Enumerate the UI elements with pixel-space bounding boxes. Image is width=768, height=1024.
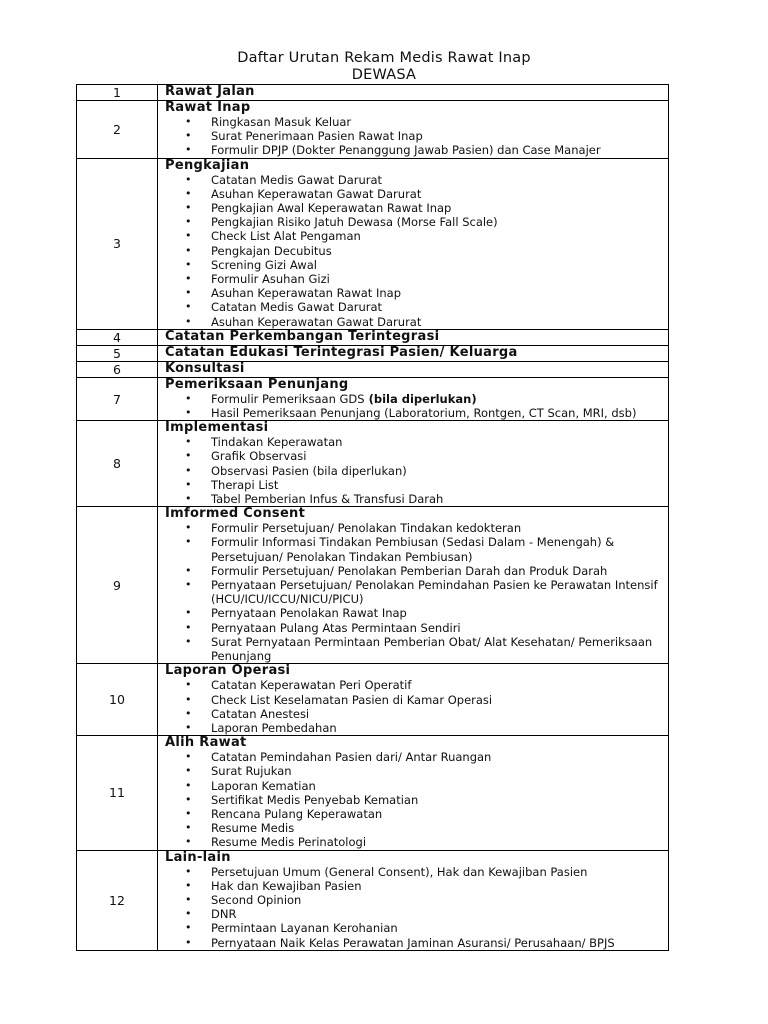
section-heading: Lain-lain: [165, 849, 231, 865]
row-number: 5: [77, 345, 158, 361]
list-item: [165, 693, 664, 707]
list-item: [165, 435, 664, 449]
list-item-text: Observasi Pasien (bila diperlukan): [211, 463, 407, 478]
row-number: 6: [77, 361, 158, 377]
bullet-icon: •: [185, 272, 192, 286]
row-number: 9: [77, 507, 158, 664]
section-heading: Pemeriksaan Penunjang: [165, 376, 349, 392]
list-item-text: Catatan Anestesi: [211, 706, 310, 721]
row-content: [158, 377, 669, 420]
list-item: [165, 115, 664, 129]
section-heading: Rawat Jalan: [165, 84, 255, 99]
list-item-text: Grafik Observasi: [211, 449, 307, 464]
row-content: [158, 361, 669, 377]
list-item: [165, 173, 664, 187]
table-row: [77, 664, 669, 736]
list-item: [165, 535, 664, 563]
list-item: [165, 865, 664, 879]
row-content: [158, 421, 669, 507]
list-item-text: Asuhan Keperawatan Gawat Darurat: [211, 186, 422, 201]
list-item-text: Laporan Pembedahan: [211, 720, 337, 735]
list-item-text: Formulir Informasi Tindakan Pembiusan (Sedasi Dalam - Menengah) & Persetujuan/ Penolakan Tindakan Pembiusan): [211, 535, 615, 564]
list-item: [165, 392, 664, 406]
list-item-text: Check List Alat Pengaman: [211, 229, 361, 244]
list-item-text: Ringkasan Masuk Keluar: [211, 115, 352, 129]
row-content: [158, 850, 669, 950]
item-list: [165, 392, 664, 420]
list-item: [165, 606, 664, 620]
list-item: [165, 229, 664, 243]
bullet-icon: •: [185, 406, 192, 420]
title-line-2: DEWASA: [351, 67, 417, 83]
item-list: [165, 865, 664, 950]
list-item-text: Formulir Asuhan Gizi: [211, 272, 330, 287]
list-item: [165, 635, 664, 663]
list-item: [165, 244, 664, 258]
bullet-icon: •: [185, 521, 192, 535]
list-item: [165, 215, 664, 229]
bullet-icon: •: [185, 243, 192, 257]
table-row: [77, 158, 669, 329]
section-heading: Imformed Consent: [165, 506, 306, 522]
title-line-1: Daftar Urutan Rekam Medis Rawat Inap: [237, 50, 531, 66]
row-content: [158, 345, 669, 361]
list-item-text: Rencana Pulang Keperawatan: [211, 806, 383, 821]
list-item: [165, 258, 664, 272]
list-item-text: Resume Medis Perinatologi: [211, 835, 367, 850]
table-row: [77, 361, 669, 377]
bullet-icon: •: [185, 578, 192, 592]
bullet-icon: •: [185, 634, 192, 648]
section-heading: Rawat Inap: [165, 100, 251, 115]
list-item-text: Hasil Pemeriksaan Penunjang (Laboratorium, Rontgen, CT Scan, MRI, dsb): [211, 406, 637, 421]
list-item: [165, 893, 664, 907]
list-item: [165, 201, 664, 215]
list-item: [165, 478, 664, 492]
bullet-icon: •: [185, 921, 192, 935]
table-body: [77, 85, 669, 951]
list-item-text: Sertifikat Medis Penyebab Kematian: [211, 792, 419, 807]
list-item-text: Formulir Persetujuan/ Penolakan Pemberian Darah dan Produk Darah: [211, 563, 608, 578]
bullet-icon: •: [185, 477, 192, 491]
bullet-icon: •: [185, 463, 192, 477]
list-item-text: Catatan Medis Gawat Darurat: [211, 300, 383, 315]
list-item-text: Permintaan Layanan Kerohanian: [211, 921, 398, 936]
list-item: [165, 835, 664, 849]
bullet-icon: •: [185, 806, 192, 820]
bullet-icon: •: [185, 778, 192, 792]
row-number: 10: [77, 664, 158, 736]
list-item: [165, 300, 664, 314]
list-item: [165, 678, 664, 692]
bullet-icon: •: [185, 186, 192, 200]
row-content: [158, 664, 669, 736]
table-row: [77, 85, 669, 101]
list-item: [165, 721, 664, 735]
bullet-icon: •: [185, 257, 192, 271]
bullet-icon: •: [185, 563, 192, 577]
section-heading: Catatan Edukasi Terintegrasi Pasien/ Keluarga: [165, 344, 518, 360]
list-item: [165, 750, 664, 764]
list-item-text: Catatan Pemindahan Pasien dari/ Antar Ruangan: [211, 750, 492, 765]
list-item-text: Pernyataan Naik Kelas Perawatan Jaminan Asuransi/ Perusahaan/ BPJS: [211, 935, 615, 950]
list-item: [165, 187, 664, 201]
list-item-text: Persetujuan Umum (General Consent), Hak dan Kewajiban Pasien: [211, 864, 588, 879]
optional-note: (bila diperlukan): [364, 391, 477, 406]
row-content: [158, 329, 669, 345]
list-item-text: Hak dan Kewajiban Pasien: [211, 878, 362, 893]
list-item: [165, 143, 664, 157]
bullet-icon: •: [185, 878, 192, 892]
row-content: [158, 507, 669, 664]
bullet-icon: •: [185, 172, 192, 186]
bullet-icon: •: [185, 286, 192, 300]
list-item-text: Second Opinion: [211, 892, 302, 907]
list-item-text: Tindakan Keperawatan: [211, 435, 343, 450]
list-item-text: Catatan Keperawatan Peri Operatif: [211, 678, 412, 693]
bullet-icon: •: [185, 215, 192, 229]
section-heading: Konsultasi: [165, 360, 245, 376]
bullet-icon: •: [185, 935, 192, 949]
table-row: [77, 421, 669, 507]
bullet-icon: •: [185, 764, 192, 778]
list-item-text: Pengkajan Decubitus: [211, 243, 332, 258]
list-item-text: Pernyataan Persetujuan/ Penolakan Pemindahan Pasien ke Perawatan Intensif (HCU/ICU/ICCU/NICU/PICU): [211, 578, 658, 607]
list-item-text: Asuhan Keperawatan Rawat Inap: [211, 286, 402, 301]
list-item-text: Screning Gizi Awal: [211, 257, 317, 272]
list-item: [165, 921, 664, 935]
bullet-icon: •: [185, 692, 192, 706]
list-item-text: Check List Keselamatan Pasien di Kamar Operasi: [211, 692, 493, 707]
list-item: [165, 521, 664, 535]
list-item: [165, 907, 664, 921]
bullet-icon: •: [185, 620, 192, 634]
bullet-icon: •: [185, 720, 192, 734]
table-row: [77, 345, 669, 361]
item-list: [165, 678, 664, 735]
document-title: [0, 50, 768, 84]
bullet-icon: •: [185, 835, 192, 849]
list-item-text: Formulir Persetujuan/ Penolakan Tindakan kedokteran: [211, 521, 522, 536]
bullet-icon: •: [185, 892, 192, 906]
row-content: [158, 101, 669, 159]
bullet-icon: •: [185, 821, 192, 835]
bullet-icon: •: [185, 449, 192, 463]
bullet-icon: •: [185, 792, 192, 806]
list-item-text: Asuhan Keperawatan Gawat Darurat: [211, 314, 422, 329]
section-heading: Pengkajian: [165, 157, 250, 173]
bullet-icon: •: [185, 115, 192, 128]
bullet-icon: •: [185, 492, 192, 506]
bullet-icon: •: [185, 391, 192, 405]
list-item: [165, 449, 664, 463]
list-item-text: Surat Penerimaan Pasien Rawat Inap: [211, 129, 423, 144]
list-item-text: Pernyataan Penolakan Rawat Inap: [211, 606, 407, 621]
bullet-icon: •: [185, 678, 192, 692]
list-item-text: Pernyataan Pulang Atas Permintaan Sendiri: [211, 620, 461, 635]
list-item: [165, 129, 664, 143]
list-item: [165, 315, 664, 329]
bullet-icon: •: [185, 706, 192, 720]
row-number: 11: [77, 736, 158, 850]
row-content: [158, 158, 669, 329]
bullet-icon: •: [185, 864, 192, 878]
list-item: [165, 779, 664, 793]
table-row: [77, 377, 669, 420]
item-list: [165, 521, 664, 663]
list-item: [165, 793, 664, 807]
row-number: 12: [77, 850, 158, 950]
table-row: [77, 736, 669, 850]
item-list: [165, 115, 664, 158]
list-item: [165, 821, 664, 835]
row-number: 7: [77, 377, 158, 420]
list-item: [165, 406, 664, 420]
list-item: [165, 707, 664, 721]
list-item-text: Laporan Kematian: [211, 778, 316, 793]
item-list: [165, 173, 664, 329]
bullet-icon: •: [185, 300, 192, 314]
bullet-icon: •: [185, 314, 192, 328]
bullet-icon: •: [185, 201, 192, 215]
section-heading: Catatan Perkembangan Terintegrasi: [165, 328, 440, 344]
list-item: [165, 936, 664, 950]
row-number: 1: [77, 85, 158, 101]
bullet-icon: •: [185, 129, 192, 143]
list-item-text: Formulir Pemeriksaan GDS: [211, 391, 365, 406]
list-item: [165, 578, 664, 606]
bullet-icon: •: [185, 750, 192, 764]
row-content: [158, 85, 669, 101]
list-item-text: DNR: [211, 907, 237, 922]
bullet-icon: •: [185, 606, 192, 620]
list-item: [165, 492, 664, 506]
bullet-icon: •: [185, 143, 192, 157]
list-item-text: Formulir DPJP (Dokter Penanggung Jawab Pasien) dan Case Manajer: [211, 143, 601, 158]
table-row: [77, 507, 669, 664]
list-item-text: Pengkajian Awal Keperawatan Rawat Inap: [211, 201, 452, 216]
list-item-text: Therapi List: [211, 477, 279, 492]
list-item: [165, 286, 664, 300]
list-item-text: Tabel Pemberian Infus & Transfusi Darah: [211, 492, 444, 507]
row-number: 2: [77, 101, 158, 159]
list-item-text: Surat Rujukan: [211, 764, 292, 779]
bullet-icon: •: [185, 229, 192, 243]
item-list: [165, 750, 664, 849]
list-item: [165, 807, 664, 821]
section-heading: Laporan Operasi: [165, 663, 291, 679]
list-item: [165, 764, 664, 778]
bullet-icon: •: [185, 535, 192, 549]
section-heading: Implementasi: [165, 420, 269, 436]
row-number: 3: [77, 158, 158, 329]
table-row: [77, 329, 669, 345]
list-item: [165, 464, 664, 478]
list-item: [165, 879, 664, 893]
row-content: [158, 736, 669, 850]
list-item-text: Surat Pernyataan Permintaan Pemberian Obat/ Alat Kesehatan/ Pemeriksaan Penunjang: [211, 634, 653, 664]
table-row: [77, 850, 669, 950]
list-item: [165, 564, 664, 578]
list-item: [165, 272, 664, 286]
row-number: 4: [77, 329, 158, 345]
list-item-text: Resume Medis: [211, 821, 295, 836]
bullet-icon: •: [185, 907, 192, 921]
list-item-text: Catatan Medis Gawat Darurat: [211, 172, 383, 187]
section-heading: Alih Rawat: [165, 735, 247, 751]
record-order-table: [76, 84, 669, 951]
bullet-icon: •: [185, 435, 192, 449]
row-number: 8: [77, 421, 158, 507]
item-list: [165, 435, 664, 506]
list-item-text: Pengkajian Risiko Jatuh Dewasa (Morse Fall Scale): [211, 215, 498, 230]
list-item: [165, 621, 664, 635]
table-row: [77, 101, 669, 159]
